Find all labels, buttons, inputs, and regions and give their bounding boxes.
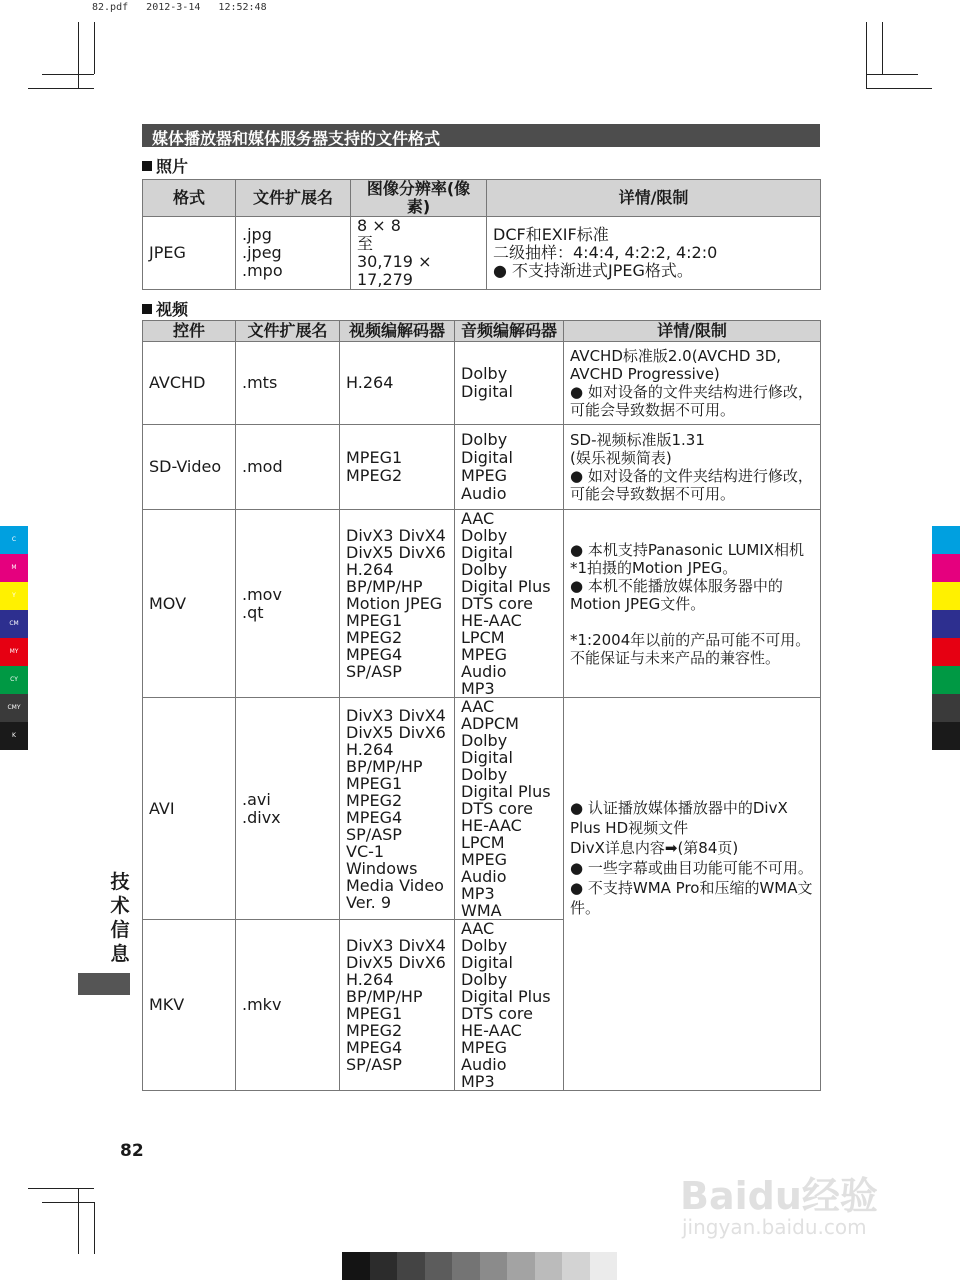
gray-swatch <box>425 1252 453 1280</box>
cell-ext: .mov .qt <box>236 510 340 698</box>
photo-table <box>142 179 821 290</box>
watermark-url: jingyan.baidu.com <box>682 1215 867 1239</box>
color-swatch <box>932 526 960 554</box>
crop-mark <box>866 74 918 75</box>
color-swatch: M <box>0 554 28 582</box>
gray-swatch <box>562 1252 590 1280</box>
color-swatch: Y <box>0 582 28 610</box>
crop-mark <box>866 88 932 89</box>
cell-acodec: Dolby Digital MPEG Audio <box>455 425 564 510</box>
photo-heading: 照片 <box>142 154 188 177</box>
table-row <box>143 698 821 920</box>
table-row <box>143 510 821 698</box>
cell-detail: ● 本机支持Panasonic LUMIX相机*1拍摄的Motion JPEG。 ● 本机不能播放媒体服务器中的Motion JPEG文件。 *1:2004年以前的产品可能不可用。不能保证与未来产品的兼容性。 <box>564 510 821 698</box>
cell-ext: .mod <box>236 425 340 510</box>
cell-ext: .jpg .jpeg .mpo <box>236 217 351 290</box>
color-swatch: C <box>0 526 28 554</box>
table-row <box>143 342 821 425</box>
side-tab-label: 技术信息 <box>110 871 130 965</box>
cell-container: AVCHD <box>143 342 236 425</box>
video-table <box>142 320 821 1091</box>
cell-vcodec: H.264 <box>340 342 455 425</box>
col-header: 控件 <box>143 321 236 342</box>
color-swatch <box>932 554 960 582</box>
cell-detail: ● 认证播放媒体播放器中的DivX Plus HD视频文件 DivX详息内容➡(第84页) ● 一些字幕或曲目功能可能不可用。 ● 不支持WMA Pro和压缩的WMA文件。 <box>564 698 821 1091</box>
page-number: 82 <box>120 1141 144 1161</box>
col-header: 视频编解码器 <box>340 321 455 342</box>
color-swatch <box>932 694 960 722</box>
cell-container: AVI <box>143 698 236 920</box>
cell-resolution: 8 × 8 至 30,719 × 17,279 <box>351 217 487 290</box>
crop-mark <box>866 22 867 88</box>
side-tab-bar <box>78 973 130 995</box>
cell-acodec: AAC Dolby Digital Dolby Digital Plus DTS core HE-AAC LPCM MPEG Audio MP3 <box>455 510 564 698</box>
gray-swatch <box>507 1252 535 1280</box>
gray-swatch <box>342 1252 370 1280</box>
col-header: 文件扩展名 <box>236 321 340 342</box>
section-title: 媒体播放器和媒体服务器支持的文件格式 <box>152 129 441 148</box>
cell-ext: .mts <box>236 342 340 425</box>
crop-mark <box>94 1202 95 1254</box>
cell-detail: AVCHD标准版2.0(AVCHD 3D, AVCHD Progressive) ● 如对设备的文件夹结构进行修改，可能会导致数据不可用。 <box>564 342 821 425</box>
gray-swatch <box>535 1252 563 1280</box>
cell-container: MOV <box>143 510 236 698</box>
gray-swatch <box>370 1252 398 1280</box>
watermark-logo: Baidu经验 <box>680 1174 878 1218</box>
cell-acodec: Dolby Digital <box>455 342 564 425</box>
crop-mark <box>42 74 94 75</box>
baidu-watermark <box>680 1135 910 1245</box>
section-title-bar <box>142 124 820 147</box>
cell-vcodec: DivX3 DivX4 DivX5 DivX6 H.264 BP/MP/HP MPEG1 MPEG2 MPEG4 SP/ASP VC-1 Windows Media Video Ver. 9 <box>340 698 455 920</box>
cell-container: MKV <box>143 920 236 1091</box>
col-header: 格式 <box>143 180 236 217</box>
col-header: 详情/限制 <box>564 321 821 342</box>
crop-mark <box>78 1188 79 1254</box>
color-swatch: CY <box>0 666 28 694</box>
cell-vcodec: DivX3 DivX4 DivX5 DivX6 H.264 BP/MP/HP MPEG1 MPEG2 MPEG4 SP/ASP <box>340 920 455 1091</box>
gray-swatch <box>452 1252 480 1280</box>
cell-ext: .mkv <box>236 920 340 1091</box>
color-swatch: K <box>0 722 28 750</box>
cell-acodec: AAC Dolby Digital Dolby Digital Plus DTS core HE-AAC MPEG Audio MP3 <box>455 920 564 1091</box>
cell-detail: SD-视频标准版1.31 (娱乐视频简表) ● 如对设备的文件夹结构进行修改，可能会导致数据不可用。 <box>564 425 821 510</box>
print-header: 82.pdf 2012-3-14 12:52:48 <box>92 2 267 13</box>
table-row <box>143 425 821 510</box>
color-swatch <box>932 582 960 610</box>
crop-mark <box>94 22 95 74</box>
crop-mark <box>28 88 94 89</box>
gray-swatch <box>397 1252 425 1280</box>
color-swatch: MY <box>0 638 28 666</box>
cell-container: SD-Video <box>143 425 236 510</box>
crop-mark <box>42 1202 94 1203</box>
crop-mark <box>28 1188 94 1189</box>
square-bullet-icon <box>142 304 152 314</box>
col-header: 音频编解码器 <box>455 321 564 342</box>
color-swatch <box>932 666 960 694</box>
color-swatch: CM <box>0 610 28 638</box>
color-swatch <box>932 638 960 666</box>
cell-format: JPEG <box>143 217 236 290</box>
color-swatch <box>932 722 960 750</box>
col-header: 图像分辨率(像素) <box>351 180 487 217</box>
table-row <box>143 217 821 290</box>
color-swatch <box>932 610 960 638</box>
cell-vcodec: MPEG1 MPEG2 <box>340 425 455 510</box>
col-header: 详情/限制 <box>487 180 821 217</box>
color-swatch: CMY <box>0 694 28 722</box>
gray-swatch <box>480 1252 508 1280</box>
table-header-row <box>143 321 821 342</box>
col-header: 文件扩展名 <box>236 180 351 217</box>
cell-ext: .avi .divx <box>236 698 340 920</box>
video-heading: 视频 <box>142 297 188 320</box>
cell-detail: DCF和EXIF标准 二级抽样：4:4:4, 4:2:2, 4:2:0 ● 不支持渐进式JPEG格式。 <box>487 217 821 290</box>
cell-vcodec: DivX3 DivX4 DivX5 DivX6 H.264 BP/MP/HP Motion JPEG MPEG1 MPEG2 MPEG4 SP/ASP <box>340 510 455 698</box>
crop-mark <box>882 22 883 74</box>
gray-swatch <box>590 1252 618 1280</box>
cell-acodec: AAC ADPCM Dolby Digital Dolby Digital Plus DTS core HE-AAC LPCM MPEG Audio MP3 WMA <box>455 698 564 920</box>
crop-mark <box>78 22 79 88</box>
table-header-row <box>143 180 821 217</box>
square-bullet-icon <box>142 161 152 171</box>
